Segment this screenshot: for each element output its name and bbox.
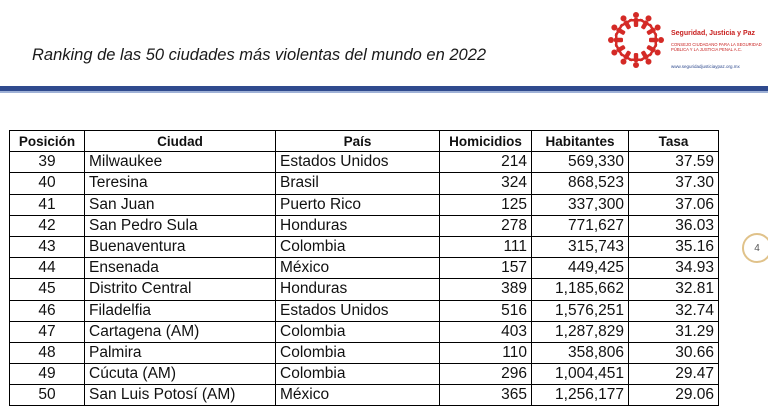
violent-cities-table: [9, 130, 719, 406]
table-row: [10, 173, 719, 194]
cell-rate: 29.06: [629, 385, 719, 406]
cell-city: Milwaukee: [85, 152, 276, 173]
cell-population: 315,743: [532, 236, 629, 257]
table-row: [10, 300, 719, 321]
cell-city: San Luis Potosí (AM): [85, 385, 276, 406]
cell-city: Cúcuta (AM): [85, 364, 276, 385]
cell-position: 42: [10, 215, 85, 236]
cell-rate: 32.74: [629, 300, 719, 321]
cell-country: Colombia: [276, 321, 440, 342]
header-population: Habitantes: [532, 131, 629, 152]
table-row: [10, 321, 719, 342]
table-row: [10, 236, 719, 257]
cell-population: 771,627: [532, 215, 629, 236]
cell-position: 43: [10, 236, 85, 257]
cell-position: 49: [10, 364, 85, 385]
cell-population: 358,806: [532, 342, 629, 363]
table-row: [10, 342, 719, 363]
cell-country: Colombia: [276, 364, 440, 385]
cell-position: 48: [10, 342, 85, 363]
cell-homicides: 403: [440, 321, 532, 342]
cell-rate: 32.81: [629, 279, 719, 300]
cell-country: Honduras: [276, 215, 440, 236]
cell-city: Teresina: [85, 173, 276, 194]
cell-homicides: 389: [440, 279, 532, 300]
slide-title: Ranking de las 50 ciudades más violentas del mundo en 2022: [32, 46, 487, 64]
cell-country: Colombia: [276, 342, 440, 363]
cell-country: Estados Unidos: [276, 300, 440, 321]
cell-position: 45: [10, 279, 85, 300]
cell-rate: 35.16: [629, 236, 719, 257]
header-city: Ciudad: [85, 131, 276, 152]
cell-homicides: 125: [440, 194, 532, 215]
cell-population: 1,185,662: [532, 279, 629, 300]
cell-country: Brasil: [276, 173, 440, 194]
cell-homicides: 111: [440, 236, 532, 257]
logo-url: www.seguridadjusticiaypaz.org.mx: [671, 64, 740, 69]
table-row: [10, 152, 719, 173]
cell-rate: 37.59: [629, 152, 719, 173]
cell-country: Colombia: [276, 236, 440, 257]
cell-rate: 34.93: [629, 258, 719, 279]
cell-city: Buenaventura: [85, 236, 276, 257]
header-country: País: [276, 131, 440, 152]
cell-population: 337,300: [532, 194, 629, 215]
table-row: [10, 385, 719, 406]
cell-city: Filadelfia: [85, 300, 276, 321]
header-position: Posición: [10, 131, 85, 152]
cell-position: 50: [10, 385, 85, 406]
cell-country: Honduras: [276, 279, 440, 300]
cell-homicides: 296: [440, 364, 532, 385]
cell-position: 47: [10, 321, 85, 342]
cell-homicides: 157: [440, 258, 532, 279]
cell-rate: 37.06: [629, 194, 719, 215]
cell-country: Estados Unidos: [276, 152, 440, 173]
header-rate: Tasa: [629, 131, 719, 152]
cell-position: 41: [10, 194, 85, 215]
cell-population: 868,523: [532, 173, 629, 194]
organization-logo: [604, 8, 764, 78]
cell-position: 39: [10, 152, 85, 173]
page-number-badge[interactable]: 4: [742, 233, 768, 263]
cell-homicides: 365: [440, 385, 532, 406]
header-homicides: Homicidios: [440, 131, 532, 152]
cell-city: Palmira: [85, 342, 276, 363]
header-divider-bar: [0, 86, 768, 93]
cell-country: México: [276, 385, 440, 406]
cell-rate: 37.30: [629, 173, 719, 194]
people-circle-logo-icon: [604, 8, 668, 72]
table-header-row: [10, 131, 719, 152]
cell-homicides: 278: [440, 215, 532, 236]
table-row: [10, 258, 719, 279]
cell-position: 46: [10, 300, 85, 321]
table-row: [10, 279, 719, 300]
cell-position: 44: [10, 258, 85, 279]
cell-population: 1,256,177: [532, 385, 629, 406]
cell-rate: 31.29: [629, 321, 719, 342]
cell-homicides: 214: [440, 152, 532, 173]
cell-population: 1,004,451: [532, 364, 629, 385]
cell-city: Ensenada: [85, 258, 276, 279]
logo-subtitle: CONSEJO CIUDADANO PARA LA SEGURIDAD PÚBLICA Y LA JUSTICIA PENAL A.C.: [671, 42, 762, 52]
cell-population: 569,330: [532, 152, 629, 173]
cell-position: 40: [10, 173, 85, 194]
cell-rate: 29.47: [629, 364, 719, 385]
table-row: [10, 194, 719, 215]
cell-country: Puerto Rico: [276, 194, 440, 215]
cell-homicides: 516: [440, 300, 532, 321]
cell-city: Cartagena (AM): [85, 321, 276, 342]
cell-homicides: 324: [440, 173, 532, 194]
cell-rate: 30.66: [629, 342, 719, 363]
cell-city: Distrito Central: [85, 279, 276, 300]
cell-city: San Juan: [85, 194, 276, 215]
table-row: [10, 215, 719, 236]
cell-population: 1,576,251: [532, 300, 629, 321]
cell-homicides: 110: [440, 342, 532, 363]
cell-rate: 36.03: [629, 215, 719, 236]
table-row: [10, 364, 719, 385]
cell-population: 1,287,829: [532, 321, 629, 342]
cell-country: México: [276, 258, 440, 279]
logo-name: Seguridad, Justicia y Paz: [671, 30, 756, 37]
cell-population: 449,425: [532, 258, 629, 279]
cell-city: San Pedro Sula: [85, 215, 276, 236]
